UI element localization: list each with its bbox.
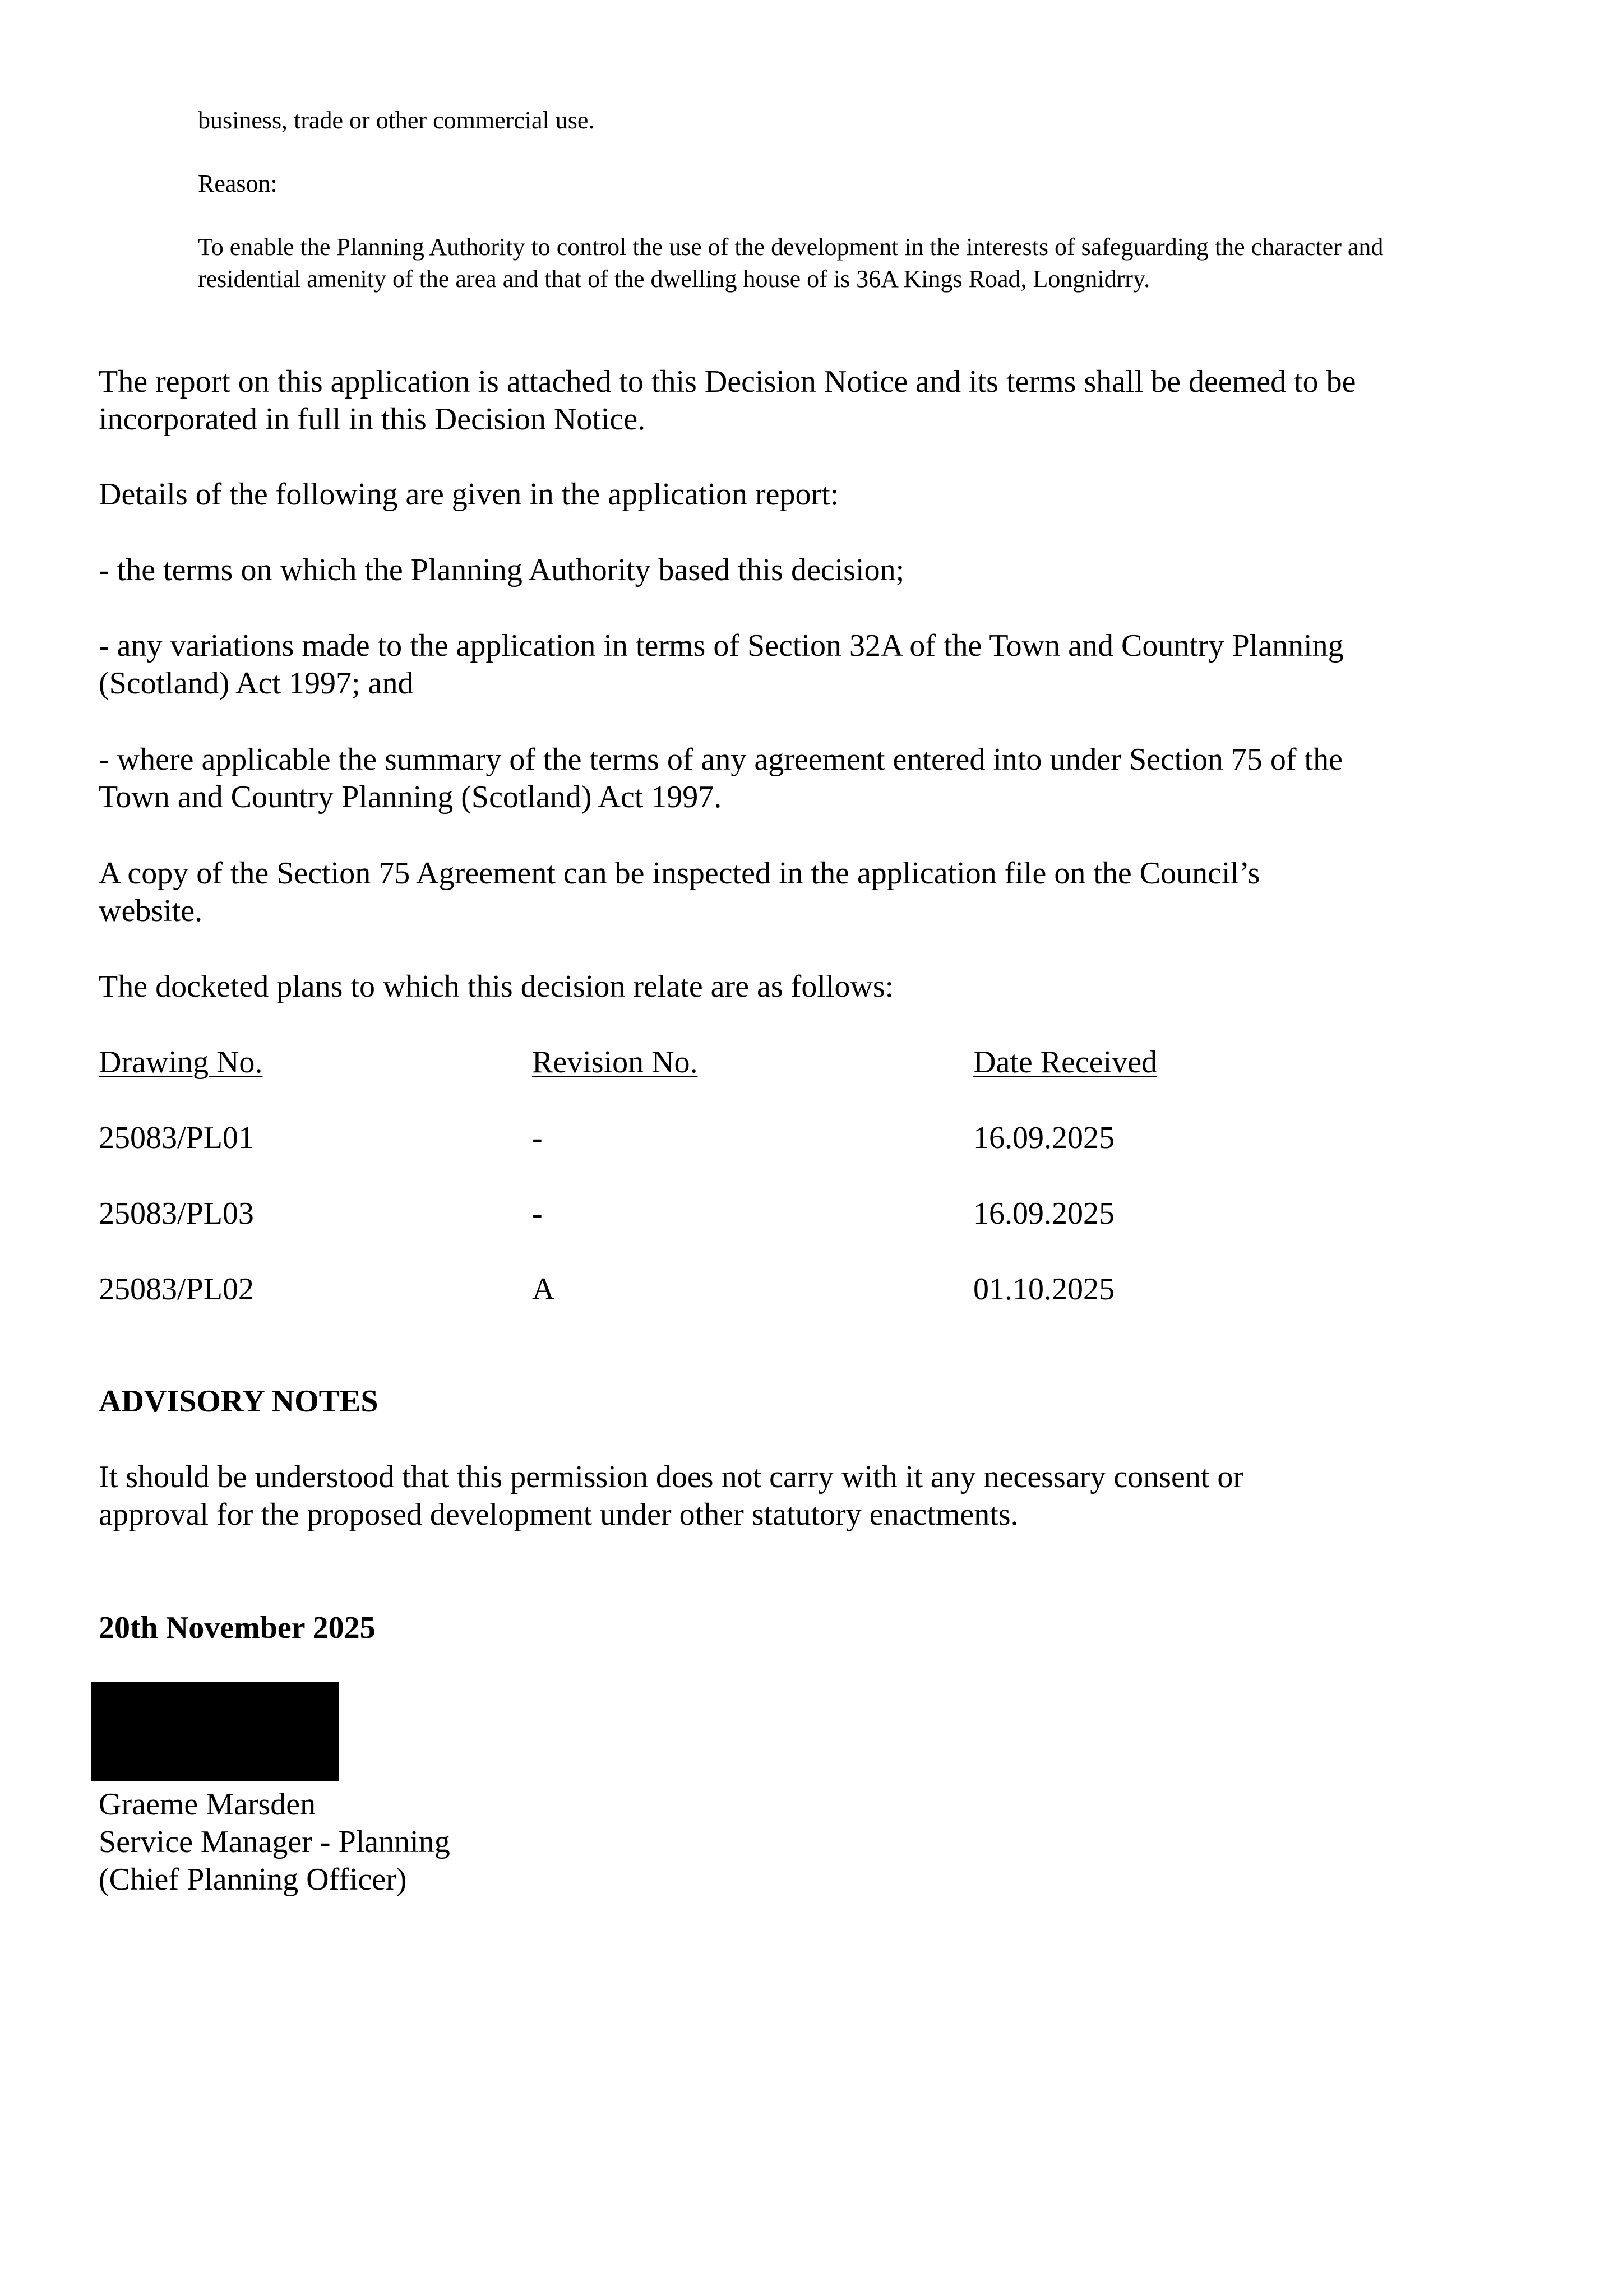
- revision-no-cell: -: [532, 1196, 543, 1231]
- agreement-list-item: - where applicable the summary of the terms of any agreement entered into under Section 75 of the Town and Country Planning (Scotland) Act 1997.: [99, 742, 1343, 814]
- terms-list-item: - the terms on which the Planning Authority based this decision;: [99, 553, 905, 587]
- signatory-title: Service Manager - Planning: [99, 1825, 450, 1859]
- details-intro-paragraph: Details of the following are given in the application report:: [99, 477, 839, 512]
- signatory-name: Graeme Marsden: [99, 1787, 316, 1822]
- redacted-signature: [91, 1682, 339, 1781]
- report-attached-paragraph: The report on this application is attached to this Decision Notice and its terms shall be deemed to be incorporated in full in this Decision Notice.: [99, 364, 1356, 437]
- signoff-date: 20th November 2025: [99, 1610, 376, 1645]
- condition-continuation: business, trade or other commercial use.: [198, 107, 595, 134]
- date-received-cell: 16.09.2025: [973, 1121, 1115, 1155]
- date-received-cell: 01.10.2025: [973, 1272, 1115, 1307]
- drawing-no-cell: 25083/PL03: [99, 1196, 254, 1231]
- signatory-role: (Chief Planning Officer): [99, 1862, 407, 1897]
- variations-list-item: - any variations made to the application in terms of Section 32A of the Town and Country Planning (Scotland) Act 1997; and: [99, 628, 1344, 701]
- drawing-no-cell: 25083/PL01: [99, 1121, 254, 1155]
- revision-no-cell: A: [532, 1272, 555, 1307]
- column-header-revision-no: Revision No.: [532, 1045, 698, 1080]
- advisory-notes-text: It should be understood that this permission does not carry with it any necessary consent or approval for the proposed development under other statutory enactments.: [99, 1460, 1244, 1532]
- reason-label: Reason:: [198, 170, 278, 197]
- column-header-date-received: Date Received: [973, 1045, 1158, 1080]
- column-header-drawing-no: Drawing No.: [99, 1045, 263, 1080]
- docketed-intro-paragraph: The docketed plans to which this decision relate are as follows:: [99, 969, 894, 1004]
- reason-text: To enable the Planning Authority to control the use of the development in the interests of safeguarding the character and residential amenity of the area and that of the dwelling house of is 36A Kings Road, Longnidrry.: [198, 233, 1384, 293]
- section75-paragraph: A copy of the Section 75 Agreement can be inspected in the application file on the Council’s website.: [99, 856, 1260, 928]
- drawing-no-cell: 25083/PL02: [99, 1272, 254, 1307]
- date-received-cell: 16.09.2025: [973, 1196, 1115, 1231]
- advisory-notes-heading: ADVISORY NOTES: [99, 1384, 378, 1419]
- revision-no-cell: -: [532, 1121, 543, 1155]
